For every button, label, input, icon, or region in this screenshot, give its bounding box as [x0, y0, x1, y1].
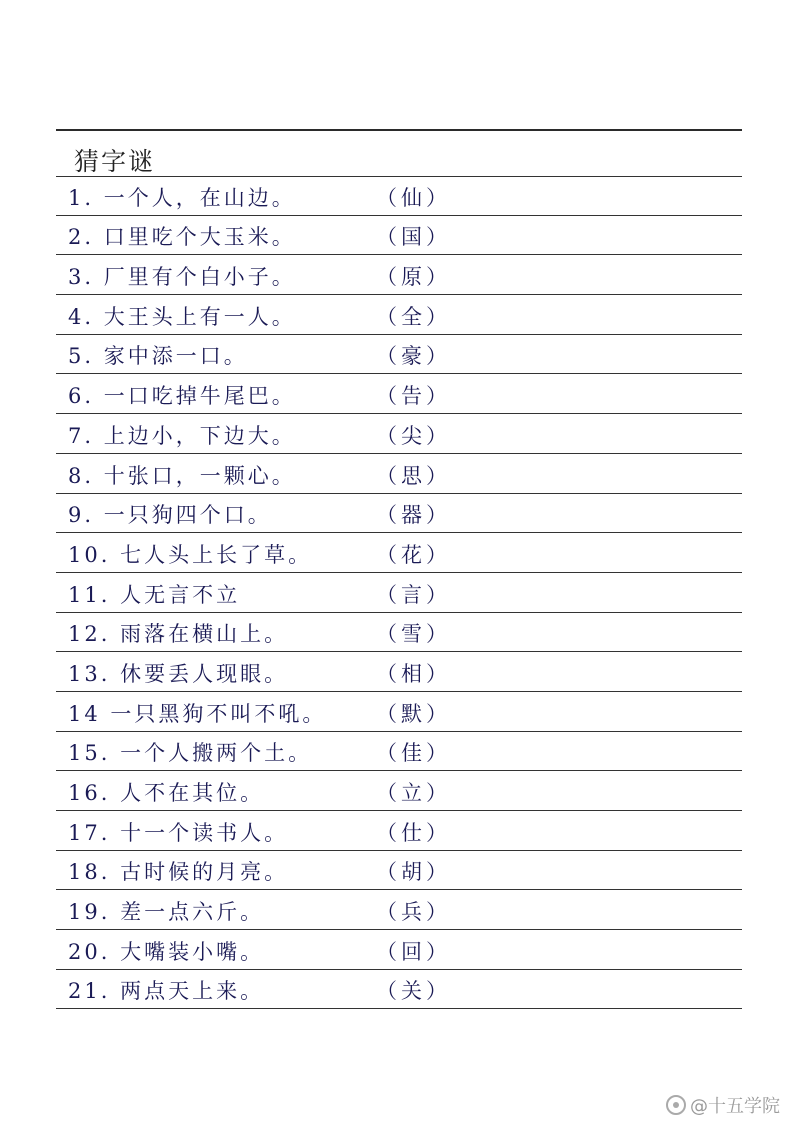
- riddle-answer: （思）: [376, 463, 451, 488]
- riddle-row: [56, 176, 742, 216]
- watermark-text: @十五学院: [690, 1096, 780, 1117]
- riddle-question: 2. 口里吃个大玉米。: [68, 225, 296, 250]
- riddle-question: 15. 一个人搬两个土。: [68, 741, 313, 766]
- riddle-row: [56, 494, 742, 534]
- riddle-row: [56, 255, 742, 295]
- riddle-row: [56, 930, 742, 970]
- riddle-question: 19. 差一点六斤。: [68, 900, 265, 925]
- riddle-answer: （默）: [376, 701, 451, 726]
- riddle-row: [56, 533, 742, 573]
- riddle-answer: （佳）: [376, 741, 451, 766]
- riddle-row: [56, 573, 742, 613]
- riddle-row: [56, 414, 742, 454]
- riddle-answer: （相）: [376, 661, 451, 686]
- riddle-answer: （告）: [376, 384, 451, 409]
- riddle-answer: （回）: [376, 939, 451, 964]
- riddle-row: [56, 216, 742, 256]
- riddle-answer: （豪）: [376, 344, 451, 369]
- riddle-question: 18. 古时候的月亮。: [68, 860, 289, 885]
- riddle-answer: （原）: [376, 265, 451, 290]
- riddle-row: [56, 771, 742, 811]
- riddle-answer: （关）: [376, 979, 451, 1004]
- riddle-question: 21. 两点天上来。: [68, 979, 265, 1004]
- riddle-question: 16. 人不在其位。: [68, 781, 265, 805]
- riddle-answer: （国）: [376, 225, 451, 250]
- riddle-question: 1. 一个人，在山边。: [68, 185, 296, 210]
- riddle-question: 13. 休要丢人现眼。: [68, 661, 289, 686]
- riddle-answer: （仕）: [376, 820, 451, 845]
- riddle-question: 14 一只黑狗不叫不吼。: [68, 701, 327, 726]
- riddle-answer: （言）: [376, 582, 451, 607]
- riddle-row: [56, 811, 742, 851]
- riddle-question: 12. 雨落在横山上。: [68, 622, 289, 647]
- watermark: [666, 1092, 780, 1118]
- riddle-answer: （雪）: [376, 622, 451, 647]
- riddle-answer: （花）: [376, 542, 451, 567]
- riddle-answer: （立）: [376, 781, 451, 805]
- riddle-row: [56, 335, 742, 375]
- riddle-question: 10. 七人头上长了草。: [68, 542, 313, 567]
- title-row: [56, 132, 742, 177]
- riddle-answer: （仙）: [376, 185, 451, 210]
- riddle-answer: （器）: [376, 503, 451, 528]
- riddle-question: 8. 十张口，一颗心。: [68, 463, 296, 488]
- riddle-row: [56, 692, 742, 732]
- riddle-row: [56, 732, 742, 772]
- top-rule: [56, 129, 742, 131]
- riddle-row: [56, 890, 742, 930]
- riddle-row: [56, 851, 742, 891]
- riddle-question: 6. 一口吃掉牛尾巴。: [68, 384, 296, 409]
- riddle-question: 3. 厂里有个白小子。: [68, 265, 296, 290]
- riddle-row: [56, 374, 742, 414]
- riddle-question: 11. 人无言不立: [68, 582, 241, 607]
- riddle-list: [56, 176, 742, 1009]
- riddle-answer: （全）: [376, 304, 451, 329]
- riddle-answer: （兵）: [376, 900, 451, 925]
- riddle-answer: （尖）: [376, 423, 451, 448]
- riddle-question: 17. 十一个读书人。: [68, 820, 289, 845]
- riddle-answer: （胡）: [376, 860, 451, 885]
- riddle-row: [56, 295, 742, 335]
- riddle-row: [56, 454, 742, 494]
- riddle-question: 9. 一只狗四个口。: [68, 503, 272, 528]
- riddle-question: 4. 大王头上有一人。: [68, 304, 296, 329]
- brand-logo-icon: [666, 1095, 686, 1115]
- riddle-row: [56, 613, 742, 653]
- riddle-question: 7. 上边小，下边大。: [68, 423, 296, 448]
- riddle-question: 20. 大嘴装小嘴。: [68, 939, 265, 964]
- riddle-row: [56, 970, 742, 1010]
- page-title: 猜字谜: [74, 147, 156, 176]
- riddle-row: [56, 652, 742, 692]
- riddle-question: 5. 家中添一口。: [68, 344, 248, 369]
